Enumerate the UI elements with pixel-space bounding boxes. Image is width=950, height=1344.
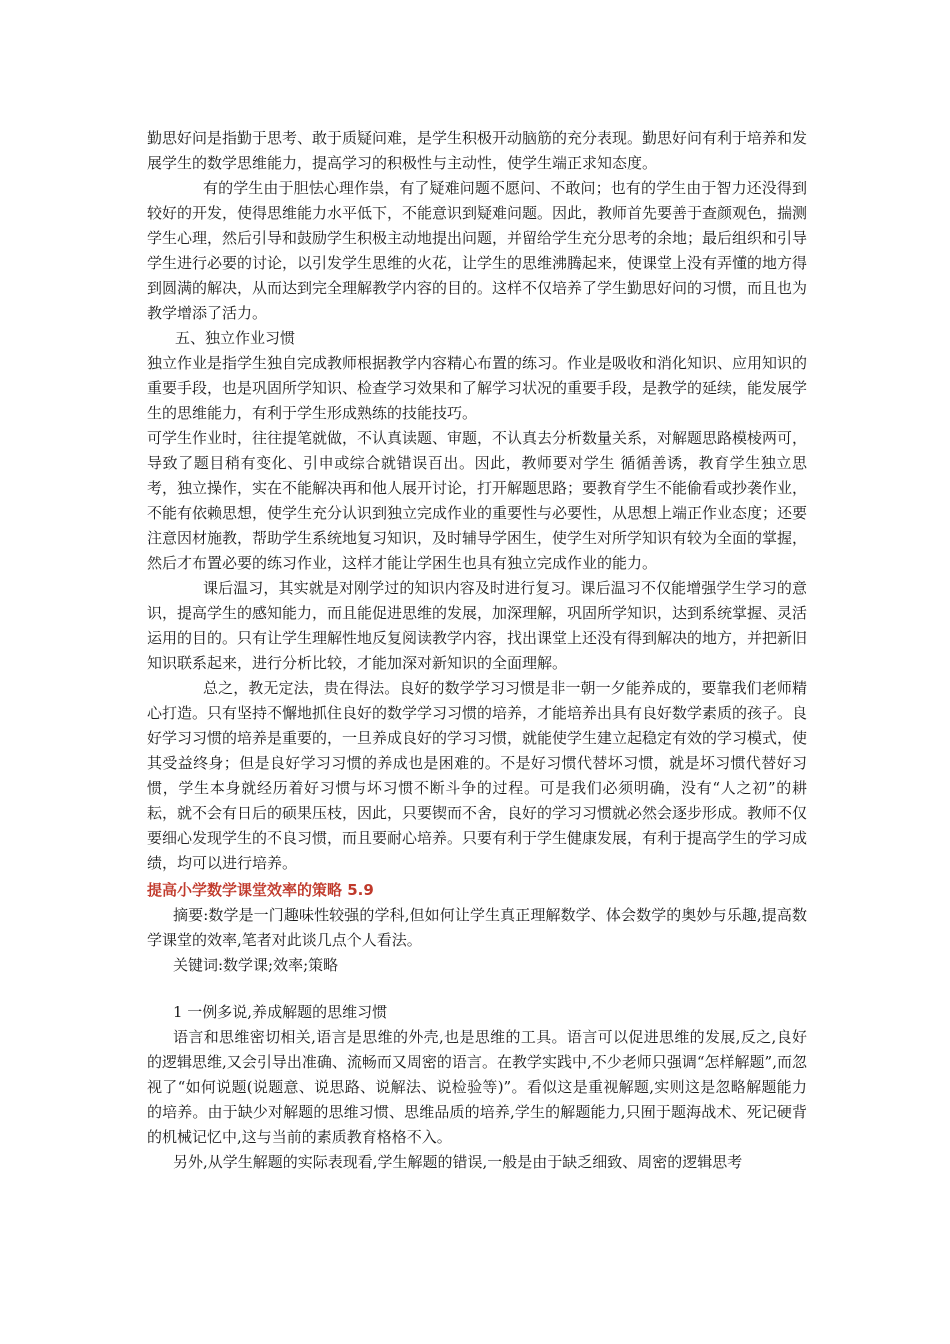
paragraph: 勤思好问是指勤于思考、敢于质疑问难，是学生积极开动脑筋的充分表现。勤思好问有利于培养和发展学生的数学思维能力，提高学习的积极性与主动性，使学生端正求知态度。 [147, 129, 808, 172]
document-page [147, 126, 807, 1175]
abstract: 摘要:数学是一门趣味性较强的学科,但如何让学生真正理解数学、体会数学的奥妙与乐趣,提高数学课堂的效率,笔者对此谈几点个人看法。 [147, 906, 807, 949]
paragraph: 语言和思维密切相关,语言是思维的外壳,也是思维的工具。语言可以促进思维的发展,反之,良好的逻辑思维,又会引导出准确、流畅而又周密的语言。在教学实践中,不少老师只强调“怎样解题”,而忽视了“如何说题(说题意、说思路、说解法、说检验等)”。看似这是重视解题,实则这是忽略解题能力的培养。由于缺少对解题的思维习惯、思维品质的培养,学生的解题能力,只囿于题海战术、死记硬背的机械记忆中,这与当前的素质教育格格不入。 [147, 1028, 807, 1146]
paragraph: 课后温习，其实就是对刚学过的知识内容及时进行复习。课后温习不仅能增强学生学习的意识，提高学生的感知能力，而且能促进思维的发展，加深理解，巩固所学知识，达到系统掌握、灵活运用的目的。只有让学生理解性地反复阅读教学内容，找出课堂上还没有得到解决的地方，并把新旧知识联系起来，进行分析比较，才能加深对新知识的全面理解。 [147, 579, 808, 672]
paragraph: 总之，教无定法，贵在得法。良好的数学学习习惯是非一朝一夕能养成的，要靠我们老师精心打造。只有坚持不懈地抓住良好的数学学习习惯的培养，才能培养出具有良好数学素质的孩子。良好学习习惯的培养是重要的，一旦养成良好的学习习惯，就能使学生建立起稳定有效的学习模式，使其受益终身；但是良好学习习惯的养成也是困难的。不是好习惯代替坏习惯，就是坏习惯代替好习惯，学生本身就经历着好习惯与坏习惯不断斗争的过程。可是我们必须明确，没有“人之初”的耕耘，就不会有日后的硕果压枝，因此，只要锲而不舍，良好的学习习惯就必然会逐步形成。教师不仅要细心发现学生的不良习惯，而且要耐心培养。只要有利于学生健康发展，有利于提高学生的学习成绩，均可以进行培养。 [147, 679, 808, 872]
spacer [147, 978, 807, 1000]
paragraph: 有的学生由于胆怯心理作祟，有了疑难问题不愿问、不敢问；也有的学生由于智力还没得到较好的开发，使得思维能力水平低下，不能意识到疑难问题。因此，教师首先要善于查颜观色，揣测学生心理，然后引导和鼓励学生积极主动地提出问题，并留给学生充分思考的余地；最后组织和引导学生进行必要的讨论，以引发学生思维的火花，让学生的思维沸腾起来，使课堂上没有弄懂的地方得到圆满的解决，从而达到完全理解教学内容的目的。这样不仅培养了学生勤思好问的习惯，而且也为教学增添了活力。 [147, 179, 808, 322]
article-title: 提高小学数学课堂效率的策略 5.9 [147, 881, 374, 899]
paragraph: 独立作业是指学生独自完成教师根据教学内容精心布置的练习。作业是吸收和消化知识、应用知识的重要手段，也是巩固所学知识、检查学习效果和了解学习状况的重要手段，是教学的延续，能发展学生的思维能力，有利于学生形成熟练的技能技巧。 [147, 354, 808, 422]
section-heading: 五、独立作业习惯 [175, 329, 296, 347]
keywords: 关键词:数学课;效率;策略 [173, 956, 339, 974]
paragraph: 可学生作业时，往往提笔就做，不认真读题、审题，不认真去分析数量关系，对解题思路模棱两可，导致了题目稍有变化、引申或综合就错误百出。因此，教师要对学生 循循善诱，教育学生独立思考，独立操作，实在不能解决再和他人展开讨论，打开解题思路；要教育学生不能偷看或抄袭作业，不能有依赖思想，使学生充分认识到独立完成作业的重要性与必要性，从思想上端正作业态度；还要注意因材施教，帮助学生系统地复习知识，及时辅导学困生，使学生对所学知识有较为全面的掌握，然后才布置必要的练习作业，这样才能让学困生也具有独立完成作业的能力。 [147, 429, 808, 572]
paragraph: 另外,从学生解题的实际表现看,学生解题的错误,一般是由于缺乏细致、周密的逻辑思考 [173, 1153, 743, 1171]
section-heading: 1 一例多说,养成解题的思维习惯 [173, 1003, 388, 1021]
